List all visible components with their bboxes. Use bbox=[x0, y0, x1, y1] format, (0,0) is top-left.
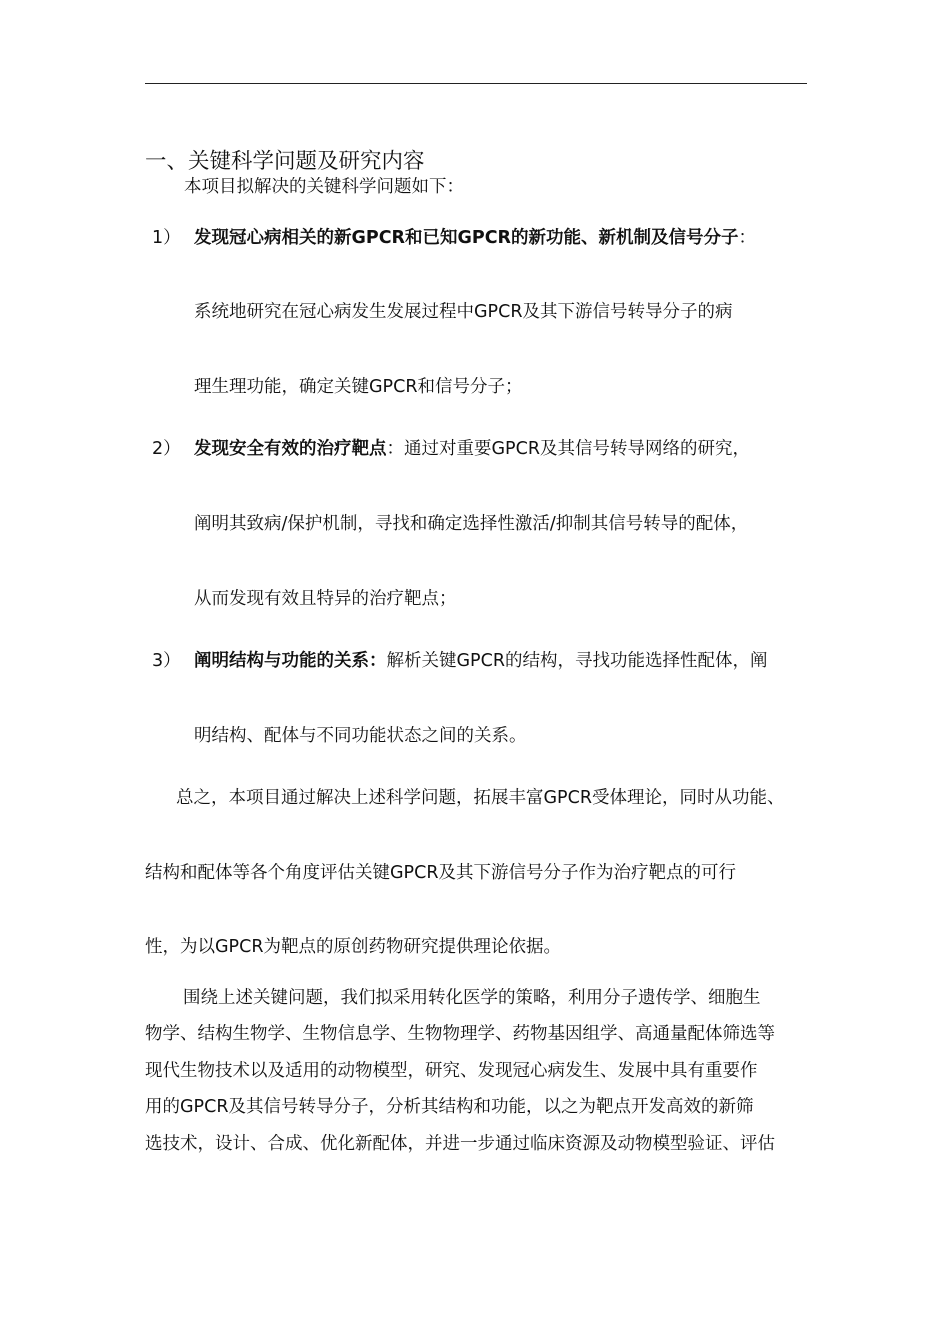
item-2-number: 2） bbox=[152, 439, 181, 459]
item-2-line-3: 从而发现有效且特异的治疗靶点； bbox=[194, 589, 457, 609]
item-1-line-3: 理生理功能，确定关键GPCR和信号分子； bbox=[194, 377, 523, 397]
item-3-rest: 解析关键GPCR的结构，寻找功能选择性配体，阐 bbox=[386, 651, 768, 671]
summary-line-2: 结构和配体等各个角度评估关键GPCR及其下游信号分子作为治疗靶点的可行 bbox=[145, 863, 736, 883]
header-rule bbox=[145, 83, 807, 84]
item-1-first-line bbox=[194, 227, 756, 249]
item-3-number: 3） bbox=[152, 651, 181, 671]
item-2-bold: 发现安全有效的治疗靶点 bbox=[194, 439, 387, 459]
item-3-first-line bbox=[194, 650, 768, 672]
summary-line-1: 总之，本项目通过解决上述科学问题，拓展丰富GPCR受体理论，同时从功能、 bbox=[176, 788, 785, 808]
item-2-first-line bbox=[194, 438, 750, 460]
summary-line-3: 性，为以GPCR为靶点的原创药物研究提供理论依据。 bbox=[145, 937, 561, 957]
paragraph-line-2: 物学、结构生物学、生物信息学、生物物理学、药物基因组学、高通量配体筛选等 bbox=[145, 1024, 775, 1044]
paragraph-line-1: 围绕上述关键问题，我们拟采用转化医学的策略，利用分子遗传学、细胞生 bbox=[183, 988, 761, 1008]
paragraph-line-4: 用的GPCR及其信号转导分子，分析其结构和功能，以之为靶点开发高效的新筛 bbox=[145, 1097, 754, 1117]
intro-text: 本项目拟解决的关键科学问题如下： bbox=[184, 177, 464, 197]
item-3-line-2: 明结构、配体与不同功能状态之间的关系。 bbox=[194, 726, 527, 746]
paragraph-line-5: 选技术，设计、合成、优化新配体，并进一步通过临床资源及动物模型验证、评估 bbox=[145, 1134, 775, 1154]
item-2-line-2: 阐明其致病/保护机制，寻找和确定选择性激活/抑制其信号转导的配体， bbox=[194, 514, 749, 534]
item-1-bold: 发现冠心病相关的新GPCR和已知GPCR的新功能、新机制及信号分子 bbox=[194, 228, 739, 248]
item-2-rest: ：通过对重要GPCR及其信号转导网络的研究， bbox=[386, 439, 750, 459]
item-3-bold: 阐明结构与功能的关系： bbox=[194, 651, 387, 671]
item-1-line-2: 系统地研究在冠心病发生发展过程中GPCR及其下游信号转导分子的病 bbox=[194, 302, 733, 322]
paragraph-line-3: 现代生物技术以及适用的动物模型，研究、发现冠心病发生、发展中具有重要作 bbox=[145, 1061, 758, 1081]
item-1-number: 1） bbox=[152, 228, 181, 248]
item-1-rest: ： bbox=[738, 228, 757, 248]
section-heading: 一、关键科学问题及研究内容 bbox=[145, 149, 425, 174]
